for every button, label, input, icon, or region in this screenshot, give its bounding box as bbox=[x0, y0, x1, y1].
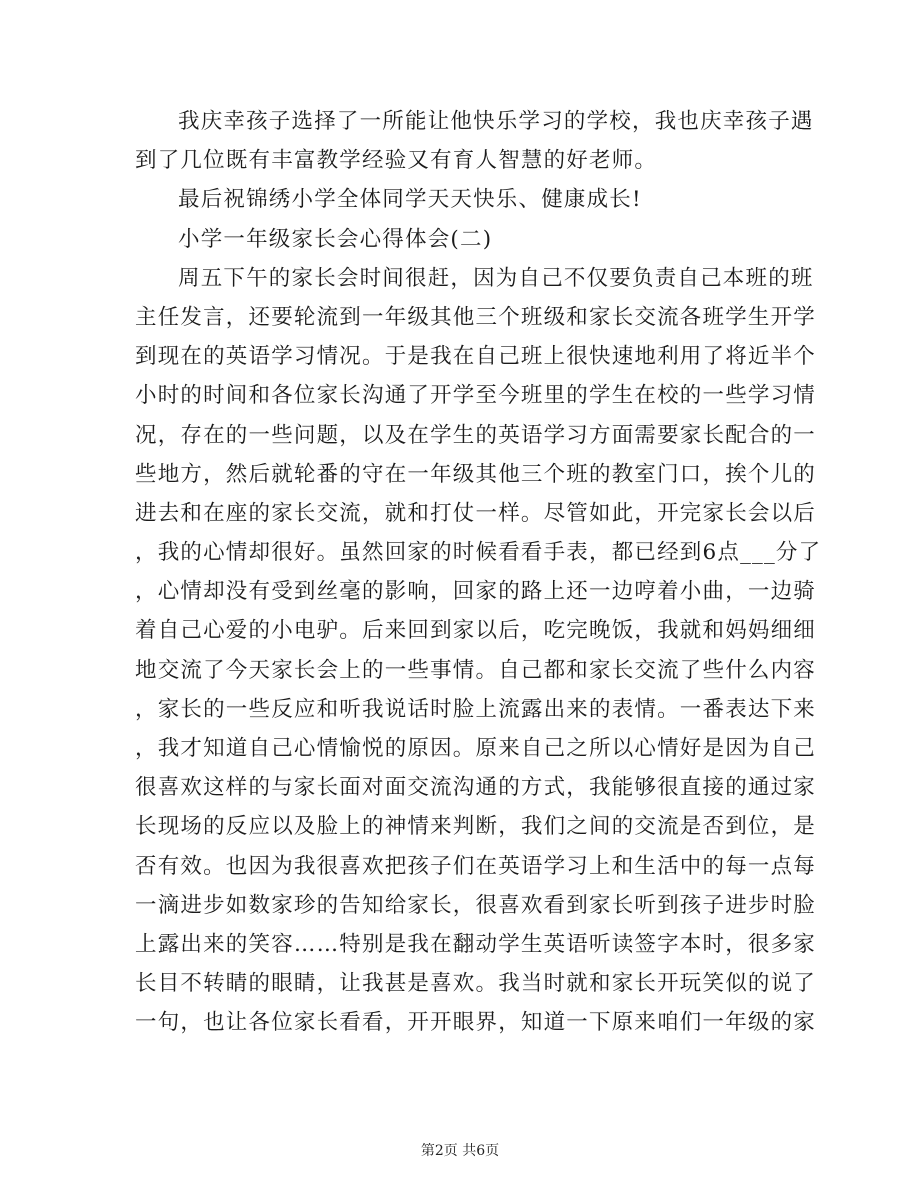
text-line: 些地方，然后就轮番的守在一年级其他三个班的教室门口，挨个儿的 bbox=[135, 461, 817, 487]
text-line: ，我才知道自己心情愉悦的原因。原来自己之所以心情好是因为自己 bbox=[135, 736, 817, 761]
text-line: 到了几位既有丰富教学经验又有育人智慧的好老师。 bbox=[135, 148, 658, 174]
page-number-footer: 第2页 共6页 bbox=[420, 1143, 500, 1159]
text-line: 小时的时间和各位家长沟通了开学至今班里的学生在校的一些学习情 bbox=[135, 383, 817, 409]
body-text bbox=[135, 102, 822, 1043]
text-line: 最后祝锦绣小学全体同学天天快乐、健康成长! bbox=[178, 187, 642, 213]
text-line: 很喜欢这样的与家长面对面交流沟通的方式，我能够很直接的通过家 bbox=[135, 775, 817, 801]
text-line: 主任发言，还要轮流到一年级其他三个班级和家长交流各班学生开学 bbox=[135, 304, 817, 330]
text-line: 我庆幸孩子选择了一所能让他快乐学习的学校，我也庆幸孩子遇 bbox=[178, 109, 814, 134]
text-line: ，我的心情却很好。虽然回家的时候看看手表，都已经到6点___分了 bbox=[135, 540, 822, 566]
text-line: 上露出来的笑容……特别是我在翻动学生英语听读签字本时，很多家 bbox=[135, 931, 817, 957]
text-line: 况，存在的一些问题，以及在学生的英语学习方面需要家长配合的一 bbox=[135, 422, 817, 448]
text-line: 否有效。也因为我很喜欢把孩子们在英语学习上和生活中的每一点每 bbox=[135, 853, 817, 879]
section-heading: 小学一年级家长会心得体会(二) bbox=[178, 226, 493, 252]
text-line: 进去和在座的家长交流，就和打仗一样。尽管如此，开完家长会以后 bbox=[135, 500, 817, 526]
text-line: ，心情却没有受到丝毫的影响，回家的路上还一边哼着小曲，一边骑 bbox=[135, 579, 817, 605]
text-line: 周五下午的家长会时间很赶，因为自己不仅要负责自己本班的班 bbox=[178, 265, 814, 291]
text-line: 长现场的反应以及脸上的神情来判断，我们之间的交流是否到位，是 bbox=[135, 814, 817, 840]
text-line: 着自己心爱的小电驴。后来回到家以后，吃完晚饭，我就和妈妈细细 bbox=[135, 618, 817, 644]
text-line: 一句，也让各位家长看看，开开眼界，知道一下原来咱们一年级的家 bbox=[135, 1010, 817, 1036]
text-line: 到现在的英语学习情况。于是我在自己班上很快速地利用了将近半个 bbox=[135, 344, 817, 370]
text-line: 长目不转睛的眼睛，让我甚是喜欢。我当时就和家长开玩笑似的说了 bbox=[135, 971, 817, 997]
text-line: 地交流了今天家长会上的一些事情。自己都和家长交流了些什么内容 bbox=[135, 657, 817, 683]
text-line: 一滴进步如数家珍的告知给家长，很喜欢看到家长听到孩子进步时脸 bbox=[135, 892, 817, 918]
text-line: ，家长的一些反应和听我说话时脸上流露出来的表情。一番表达下来 bbox=[135, 696, 817, 722]
